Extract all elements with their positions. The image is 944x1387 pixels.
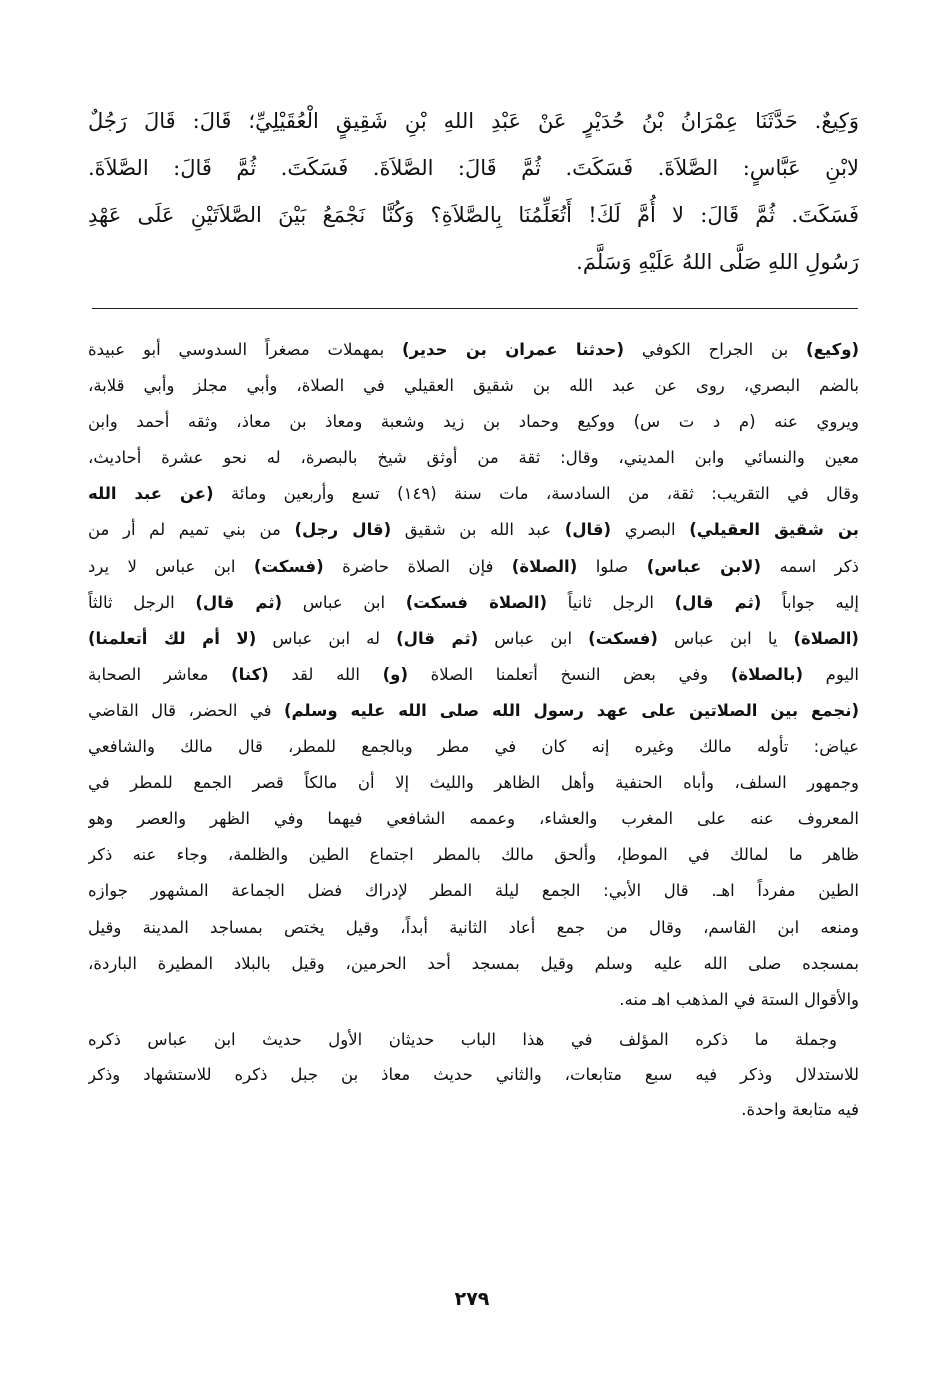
commentary-line — [88, 982, 859, 1018]
text-segment: من بني تميم لم أر من — [88, 520, 295, 540]
summary-paragraph — [88, 1022, 859, 1127]
text-segment: البصري — [611, 520, 690, 540]
summary-line — [88, 1092, 859, 1127]
text-segment: عياض: تأوله مالك وغيره إنه كان في مطر وبالجمع للمطر، قال مالك والشافعي — [88, 737, 859, 757]
page-number: ٢٧٩ — [454, 1288, 490, 1310]
text-segment: الطين مفرداً اهـ. قال الأبي: الجمع ليلة المطر لإدراك فضل الجماعة المشهور جوازه — [88, 881, 859, 901]
bold-quoted-text: (لابن عباس) — [646, 556, 762, 576]
commentary-line — [88, 476, 859, 512]
commentary-line — [88, 910, 859, 946]
commentary-line — [88, 621, 859, 657]
commentary-line — [88, 873, 859, 909]
matn-line — [88, 239, 859, 286]
matn-line — [88, 192, 859, 239]
matn-line — [88, 98, 859, 145]
commentary-line — [88, 549, 859, 585]
text-segment: الرجل ثانياً — [547, 592, 675, 612]
text-segment: ومنعه ابن القاسم، وقال من جمع أعاد الثانية أبداً، وقيل يختص بمساجد المدينة وقيل — [88, 917, 859, 937]
text-segment: بمهملات مصغراً السدوسي أبو عبيدة — [88, 340, 403, 359]
text-segment: فإن الصلاة حاضرة — [323, 556, 512, 576]
text-segment: بالضم البصري، روى عن عبد الله بن شقيق العقيلي في الصلاة، وأبي مجلز وأبي قلابة، — [88, 376, 859, 396]
bold-quoted-text: (فسكت) — [588, 628, 658, 648]
text-segment: صلوا — [577, 556, 647, 576]
bold-quoted-text: (فسكت) — [253, 556, 324, 576]
text-segment: بن الجراح الكوفي — [624, 340, 807, 359]
bold-quoted-text: (وكيع) — [806, 340, 859, 359]
bold-quoted-text: بن شقيق العقيلي) — [689, 520, 859, 540]
matn-line — [88, 145, 859, 192]
text-segment: وفي بعض النسخ أتعلمنا الصلاة — [407, 664, 731, 684]
text-segment: في الحضر، قال القاضي — [88, 700, 284, 720]
text-segment: عبد الله بن شقيق — [391, 520, 565, 540]
commentary-line — [88, 693, 859, 729]
text-segment: بمسجده صلى الله عليه وسلم وقيل بمسجد أحد الحرمين، وقيل بالبلاد المطيرة الباردة، — [88, 953, 859, 973]
commentary-line — [88, 946, 859, 982]
text-segment: له ابن عباس — [256, 628, 397, 648]
text-segment: فيه متابعة واحدة. — [741, 1100, 859, 1119]
bold-quoted-text: (و) — [382, 664, 408, 684]
text-segment: ويروي عنه (م د ت س) ووكيع وحماد بن زيد وشعبة ومعاذ بن معاذ، وثقه أحمد وابن — [88, 412, 859, 432]
summary-line — [88, 1022, 859, 1057]
text-segment: المعروف عنه على المغرب والعشاء، وعممه الشافعي فيهما وفي الظهر والعصر وهو — [88, 809, 859, 829]
text-segment: معين والنسائي وابن المديني، وقال: ثقة من أوثق شيخ بالبصرة، له نحو عشرة أحاديث، — [88, 448, 859, 468]
text-segment: إليه جواباً — [761, 592, 859, 612]
commentary-text — [88, 332, 859, 1018]
text-segment: الرجل ثالثاً — [88, 592, 196, 612]
text-segment: لابْنِ عَبَّاسٍ: الصَّلاَةَ. فَسَكَتَ. ثُمَّ قَالَ: الصَّلاَةَ. فَسَكَتَ. ثُمَّ قَالَ: الصَّلاَةَ. — [88, 156, 859, 180]
text-segment: والأقوال الستة في المذهب اهـ منه. — [619, 989, 859, 1009]
commentary-line — [88, 765, 859, 801]
commentary-line — [88, 368, 859, 404]
text-segment: يا ابن عباس — [657, 628, 794, 648]
text-segment: الله لقد — [268, 664, 383, 684]
bold-quoted-text: (ثم قال) — [195, 592, 283, 612]
commentary-line — [88, 404, 859, 440]
text-segment: معاشر الصحابة — [88, 664, 232, 684]
bold-quoted-text: (عن عبد الله — [88, 484, 214, 504]
commentary-line — [88, 332, 859, 368]
text-segment: وَكِيعٌ. حَدَّثَنَا عِمْرَانُ بْنُ حُدَيْرٍ عَنْ عَبْدِ اللهِ بْنِ شَقِيقٍ الْعُقَيْلِيِّ؛ قَالَ: قَالَ رَجُلٌ — [88, 109, 859, 133]
bold-quoted-text: (كنا) — [231, 664, 269, 684]
text-segment: ابن عباس — [282, 592, 406, 612]
bold-quoted-text: (الصلاة فسكت) — [405, 592, 548, 612]
bold-quoted-text: (ثم قال) — [396, 628, 479, 648]
commentary-line — [88, 837, 859, 873]
bold-quoted-text: (ثم قال) — [674, 592, 762, 612]
commentary-line — [88, 657, 859, 693]
text-segment: ظاهر ما لمالك في الموطإ، وألحق مالك بالمطر اجتماع الطين والظلمة، وجاء عنه ذكر — [88, 845, 859, 865]
footnote-divider — [92, 308, 858, 309]
text-segment: ذكر اسمه — [761, 556, 859, 576]
hadith-text — [88, 98, 859, 286]
commentary-line — [88, 729, 859, 765]
text-segment: اليوم — [803, 664, 859, 684]
text-segment: للاستدلال وذكر فيه سبع متابعات، والثاني حديث معاذ بن جبل ذكره للاستشهاد وذكر — [88, 1065, 859, 1084]
text-segment: فَسَكَتَ. ثُمَّ قَالَ: لا أُمَّ لَكَ! أَتُعَلِّمُنَا بِالصَّلاَةِ؟ وَكُنَّا نَجْمَعُ بَيْنَ الصَّلاَتَيْنِ عَلَى عَهْدِ — [88, 203, 859, 227]
bold-quoted-text: (نجمع بين الصلاتين على عهد رسول الله صلى الله عليه وسلم) — [283, 700, 859, 720]
text-segment: وقال في التقريب: ثقة، من السادسة، مات سنة (١٤٩) تسع وأربعين ومائة — [213, 484, 859, 504]
commentary-line — [88, 512, 859, 548]
text-segment: ابن عباس لا يرد — [88, 556, 254, 576]
text-segment: ابن عباس — [478, 628, 589, 648]
bold-quoted-text: (بالصلاة) — [730, 664, 804, 684]
commentary-line — [88, 801, 859, 837]
commentary-line — [88, 585, 859, 621]
bold-quoted-text: (قال رجل) — [294, 520, 392, 540]
bold-quoted-text: (الصلاة) — [511, 556, 578, 576]
bold-quoted-text: (حدثنا عمران بن حدير) — [402, 340, 624, 359]
bold-quoted-text: (الصلاة) — [793, 628, 859, 648]
commentary-line — [88, 440, 859, 476]
text-segment: رَسُولِ اللهِ صَلَّى اللهُ عَلَيْهِ وَسَلَّمَ. — [576, 250, 859, 274]
text-segment: وجمهور السلف، وأباه الحنفية وأهل الظاهر والليث إلا أن مالكاً قصر الجمع للمطر في — [88, 773, 859, 793]
summary-line — [88, 1057, 859, 1092]
text-segment: وجملة ما ذكره المؤلف في هذا الباب حديثان الأول حديث ابن عباس ذكره — [88, 1030, 837, 1049]
bold-quoted-text: (لا أم لك أتعلمنا) — [88, 628, 257, 648]
bold-quoted-text: (قال) — [564, 520, 612, 540]
